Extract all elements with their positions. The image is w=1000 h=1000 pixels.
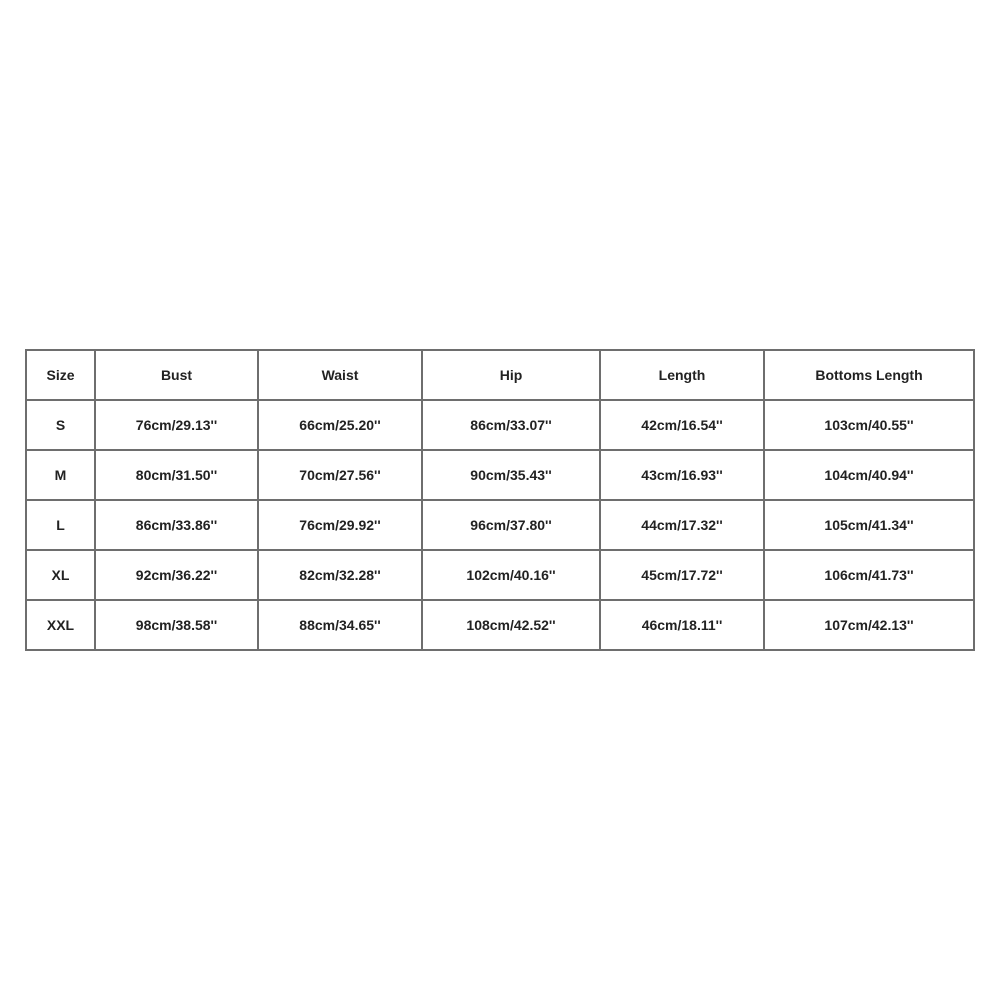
cell-bust: 92cm/36.22'' bbox=[95, 550, 258, 600]
cell-hip: 102cm/40.16'' bbox=[422, 550, 600, 600]
table-row bbox=[26, 500, 974, 550]
table-row bbox=[26, 550, 974, 600]
cell-bottoms-length: 105cm/41.34'' bbox=[764, 500, 974, 550]
header-size: Size bbox=[26, 350, 95, 400]
cell-size: XL bbox=[26, 550, 95, 600]
cell-bottoms-length: 103cm/40.55'' bbox=[764, 400, 974, 450]
cell-waist: 76cm/29.92'' bbox=[258, 500, 422, 550]
cell-waist: 66cm/25.20'' bbox=[258, 400, 422, 450]
cell-length: 45cm/17.72'' bbox=[600, 550, 764, 600]
cell-bust: 98cm/38.58'' bbox=[95, 600, 258, 650]
table-header-row bbox=[26, 350, 974, 400]
header-hip: Hip bbox=[422, 350, 600, 400]
cell-bottoms-length: 106cm/41.73'' bbox=[764, 550, 974, 600]
header-length: Length bbox=[600, 350, 764, 400]
size-chart-table bbox=[25, 349, 975, 651]
cell-waist: 88cm/34.65'' bbox=[258, 600, 422, 650]
cell-size: L bbox=[26, 500, 95, 550]
table-row bbox=[26, 400, 974, 450]
table-row bbox=[26, 450, 974, 500]
cell-bottoms-length: 104cm/40.94'' bbox=[764, 450, 974, 500]
cell-waist: 70cm/27.56'' bbox=[258, 450, 422, 500]
table-row bbox=[26, 600, 974, 650]
cell-hip: 108cm/42.52'' bbox=[422, 600, 600, 650]
cell-length: 43cm/16.93'' bbox=[600, 450, 764, 500]
cell-size: XXL bbox=[26, 600, 95, 650]
cell-bust: 86cm/33.86'' bbox=[95, 500, 258, 550]
header-bust: Bust bbox=[95, 350, 258, 400]
cell-bust: 76cm/29.13'' bbox=[95, 400, 258, 450]
header-waist: Waist bbox=[258, 350, 422, 400]
cell-hip: 96cm/37.80'' bbox=[422, 500, 600, 550]
cell-hip: 86cm/33.07'' bbox=[422, 400, 600, 450]
cell-length: 46cm/18.11'' bbox=[600, 600, 764, 650]
cell-bottoms-length: 107cm/42.13'' bbox=[764, 600, 974, 650]
cell-length: 42cm/16.54'' bbox=[600, 400, 764, 450]
header-bottoms-length: Bottoms Length bbox=[764, 350, 974, 400]
cell-waist: 82cm/32.28'' bbox=[258, 550, 422, 600]
cell-bust: 80cm/31.50'' bbox=[95, 450, 258, 500]
cell-size: M bbox=[26, 450, 95, 500]
cell-size: S bbox=[26, 400, 95, 450]
cell-length: 44cm/17.32'' bbox=[600, 500, 764, 550]
cell-hip: 90cm/35.43'' bbox=[422, 450, 600, 500]
